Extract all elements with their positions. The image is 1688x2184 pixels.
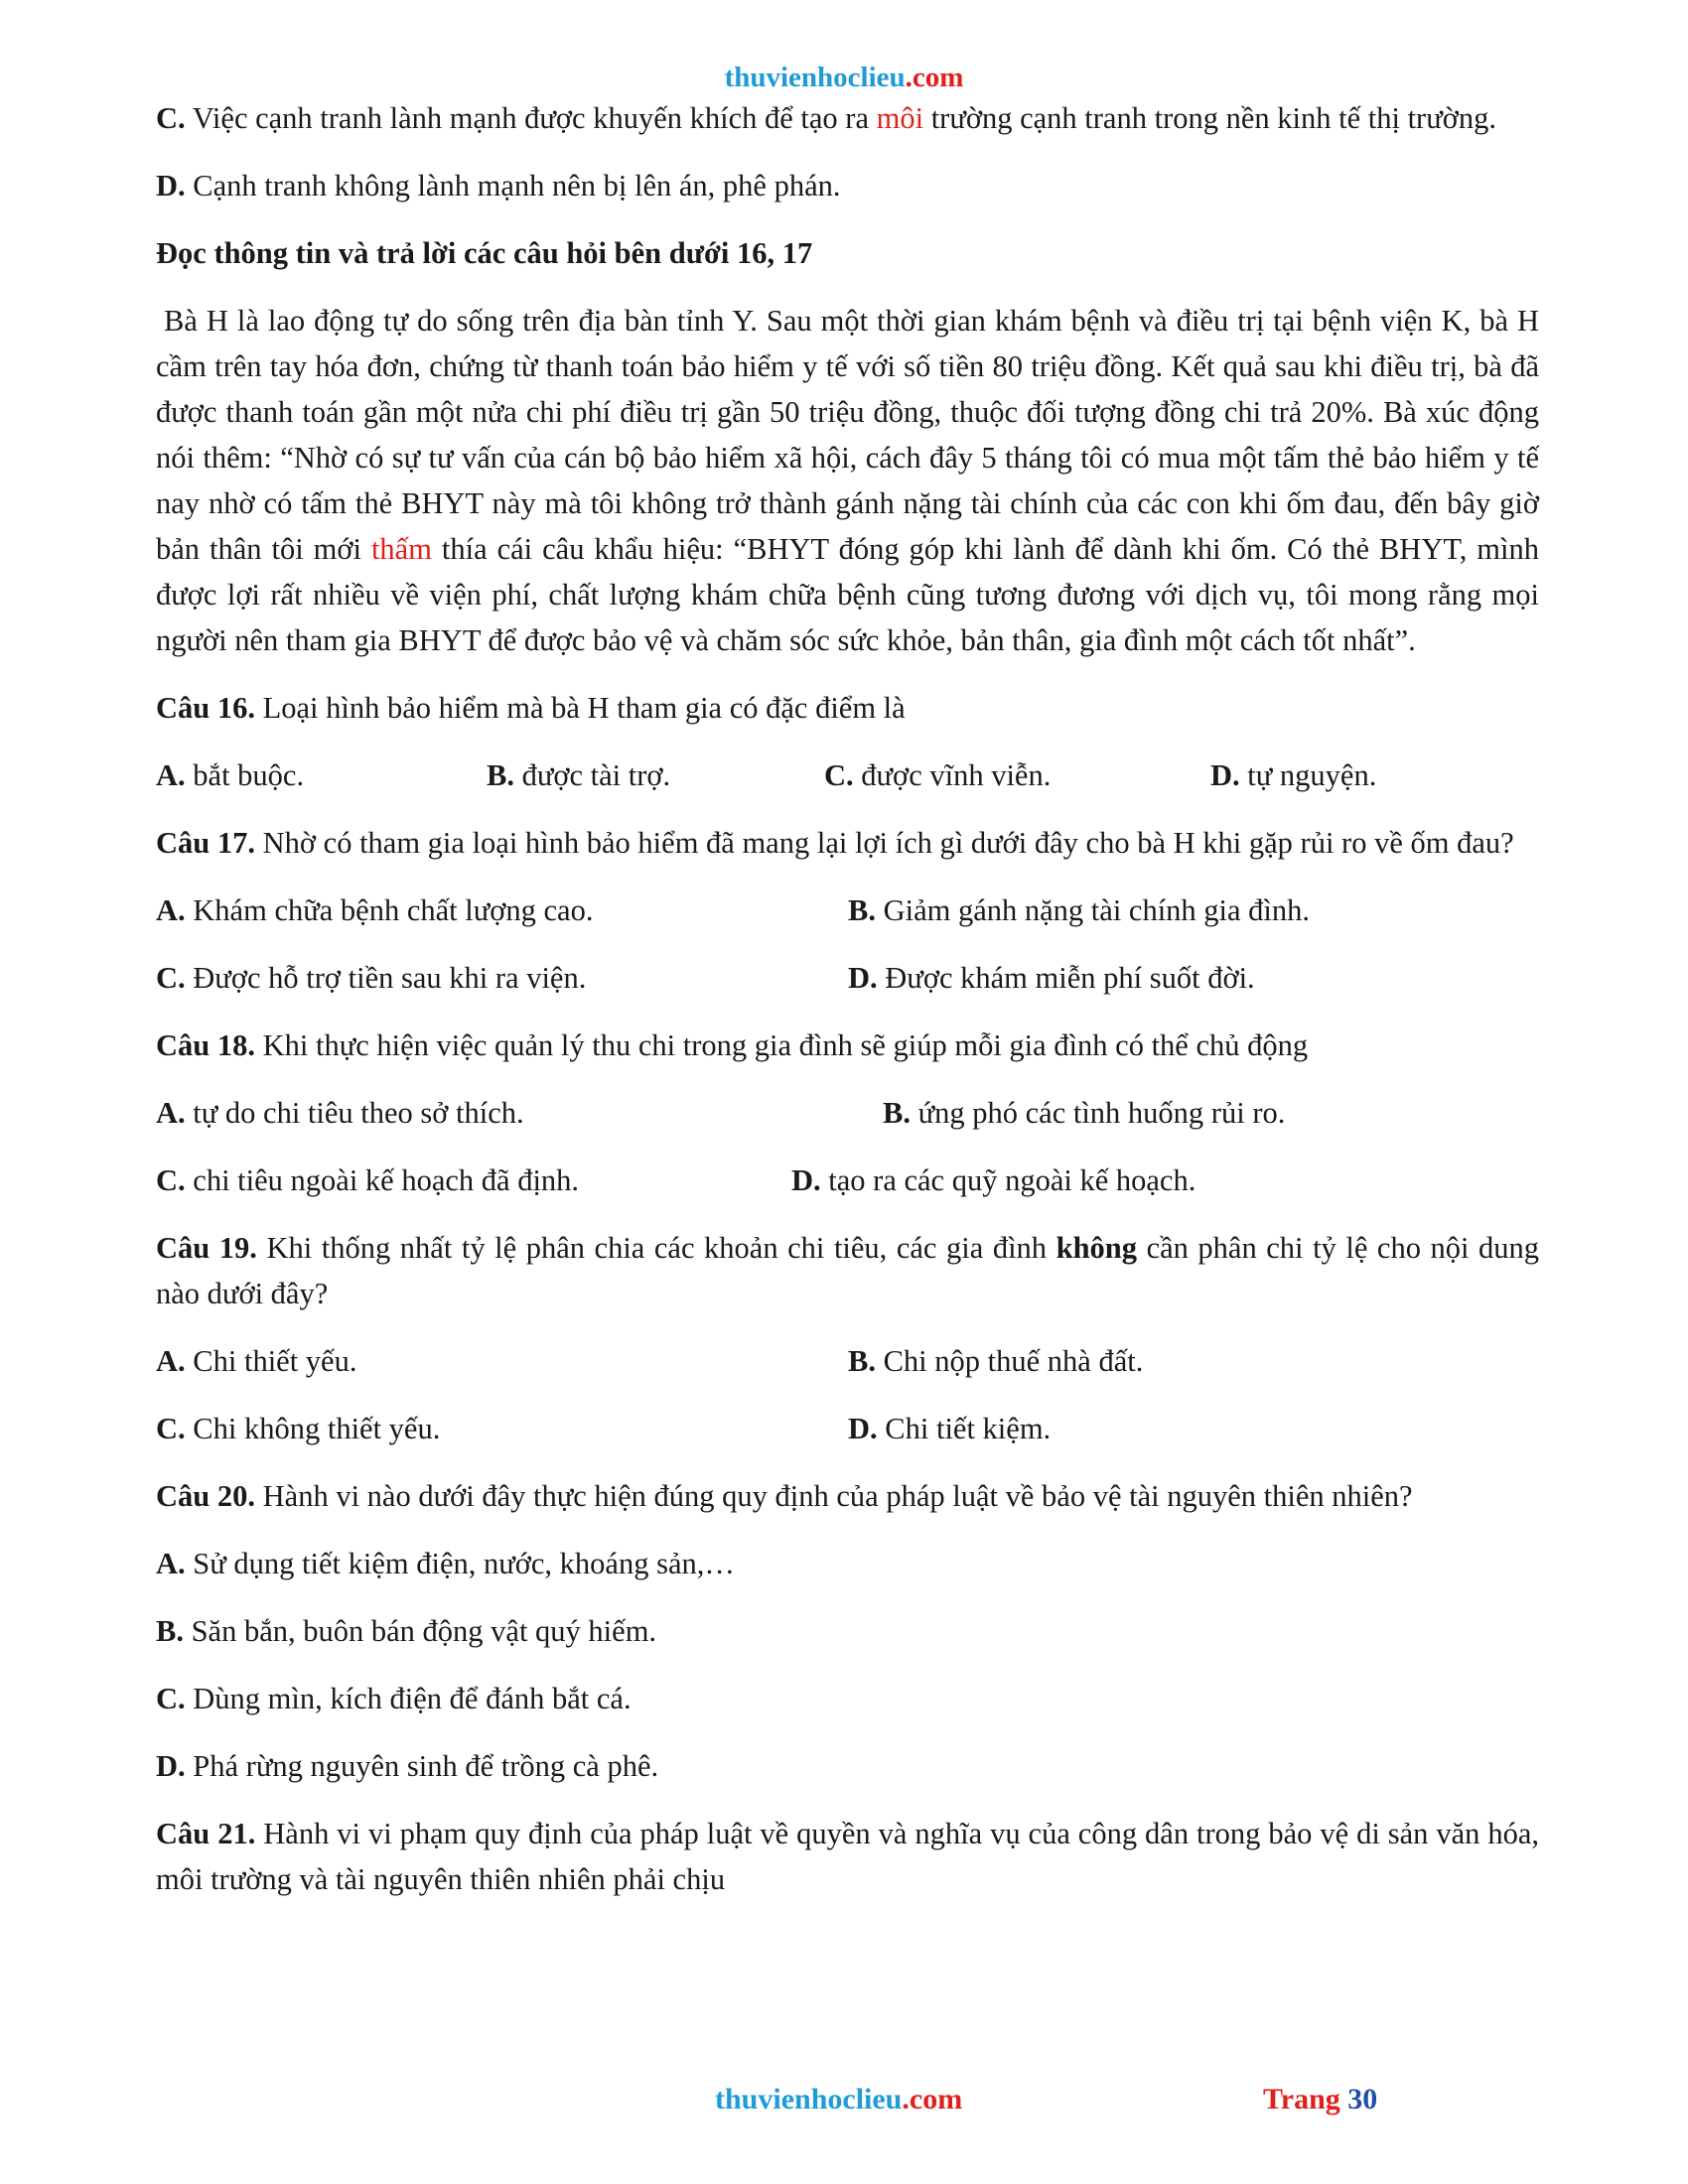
option-label: A. (156, 1344, 186, 1378)
option-text: Phá rừng nguyên sinh để trồng cà phê. (193, 1749, 659, 1783)
option-text: tự do chi tiêu theo sở thích. (193, 1096, 524, 1130)
question-19-options-row-1 (156, 1338, 1539, 1384)
option-label: C. (156, 1163, 186, 1197)
passage-text: thía cái câu khẩu hiệu: “BHYT đóng góp khi lành để dành khi ốm. Có thẻ BHYT, mình được lợi rất nhiều về viện phí, chất lượng khám chữa bệnh cũng tương đương với dịch vụ, tôi mong rằng mọi người nên tham gia BHYT để được bảo vệ và chăm sóc sức khỏe, bản thân, gia đình một cách tốt nhất”. (156, 532, 1540, 657)
option-label: C. (156, 101, 186, 135)
question-text: Hành vi nào dưới đây thực hiện đúng quy định của pháp luật về bảo vệ tài nguyên thiên nhiên? (262, 1479, 1413, 1513)
passage-text: Bà H là lao động tự do sống trên địa bàn tỉnh Y. Sau một thời gian khám bệnh và điều trị tại bệnh viện K, bà H cầm trên tay hóa đơn, chứng từ thanh toán bảo hiểm y tế với số tiền 80 triệu đồng. Kết quả sau khi điều trị, bà đã được thanh toán gần một nửa chi phí điều trị gần 50 triệu đồng, thuộc đối tượng đồng chi trả 20%. Bà xúc động nói thêm: “Nhờ có sự tư vấn của cán bộ bảo hiểm xã hội, cách đây 5 tháng tôi có mua một tấm thẻ bảo hiểm y tế nay nhờ có tấm thẻ BHYT này mà tôi không trở thành gánh nặng tài chính của các con khi ốm đau, đến bây giờ bản thân tôi mới (156, 304, 1539, 566)
header-site-domain: .com (905, 62, 964, 93)
question-17 (156, 820, 1539, 866)
question-21 (156, 1811, 1539, 1902)
question-17-options-row-2 (156, 955, 1539, 1001)
question-19-options-row-2 (156, 1406, 1539, 1451)
option-label: B. (848, 1344, 876, 1378)
question-text: Khi thực hiện việc quản lý thu chi trong gia đình sẽ giúp mỗi gia đình có thể chủ động (262, 1028, 1309, 1062)
option-text: Chi tiết kiệm. (885, 1412, 1052, 1445)
option-label: B. (848, 893, 876, 927)
option-text: Chi không thiết yếu. (193, 1412, 441, 1445)
option-label: A. (156, 893, 186, 927)
option-a[interactable] (156, 887, 593, 933)
option-a[interactable] (156, 1090, 524, 1136)
option-label: D. (848, 1412, 878, 1445)
option-text: Được khám miễn phí suốt đời. (885, 961, 1255, 995)
option-text: Việc cạnh tranh lành mạnh được khuyến khích để tạo ra (192, 101, 869, 135)
footer-site-domain: .com (902, 2083, 963, 2116)
option-d[interactable] (156, 1743, 1539, 1789)
option-d[interactable] (848, 955, 1255, 1001)
option-label: A. (156, 1547, 186, 1580)
option-d[interactable] (791, 1158, 1196, 1203)
footer-site-name: thuvienhoclieu (715, 2083, 903, 2116)
question-text: Nhờ có tham gia loại hình bảo hiểm đã mang lại lợi ích gì dưới đây cho bà H khi gặp rủi ro về ốm đau? (262, 826, 1514, 860)
option-text: Giảm gánh nặng tài chính gia đình. (883, 893, 1311, 927)
reading-passage (156, 298, 1539, 663)
option-c[interactable] (824, 752, 1051, 798)
option-label: D. (791, 1163, 821, 1197)
question-18-options-row-2 (156, 1158, 1539, 1203)
page-number-value: 30 (1347, 2083, 1378, 2116)
question-text: Loại hình bảo hiểm mà bà H tham gia có đặc điểm là (262, 691, 906, 725)
option-text: Săn bắn, buôn bán động vật quý hiếm. (191, 1614, 657, 1648)
option-label: B. (883, 1096, 911, 1130)
option-label: D. (1210, 758, 1240, 792)
option-text: được vĩnh viễn. (861, 758, 1052, 792)
option-label: D. (848, 961, 878, 995)
question-text: Hành vi vi phạm quy định của pháp luật về quyền và nghĩa vụ của công dân trong bảo vệ di sản văn hóa, môi trường và tài nguyên thiên nhiên phải chịu (156, 1817, 1540, 1896)
option-label: C. (824, 758, 854, 792)
question-label: Câu 17. (156, 826, 255, 860)
question-19 (156, 1225, 1539, 1316)
option-d[interactable] (1210, 752, 1376, 798)
question-label: Câu 20. (156, 1479, 255, 1513)
option-text: tạo ra các quỹ ngoài kế hoạch. (828, 1163, 1196, 1197)
question-label: Câu 19. (156, 1231, 257, 1265)
option-c[interactable] (156, 955, 586, 1001)
option-b[interactable] (487, 752, 670, 798)
option-label: B. (156, 1614, 184, 1648)
prev-option-c (156, 95, 1539, 141)
header-site-name: thuvienhoclieu (724, 62, 906, 93)
question-label: Câu 21. (156, 1817, 256, 1850)
option-text: Dùng mìn, kích điện để đánh bắt cá. (193, 1682, 632, 1715)
question-20 (156, 1473, 1539, 1519)
highlighted-word: môi (876, 101, 924, 135)
option-label: B. (487, 758, 514, 792)
option-label: D. (156, 1749, 186, 1783)
option-text: Chi nộp thuế nhà đất. (883, 1344, 1144, 1378)
site-header (0, 62, 1688, 94)
page-content (156, 95, 1539, 1924)
option-d[interactable] (848, 1406, 1051, 1451)
option-text: bắt buộc. (193, 758, 305, 792)
question-label: Câu 16. (156, 691, 255, 725)
option-text: được tài trợ. (521, 758, 671, 792)
question-label: Câu 18. (156, 1028, 255, 1062)
option-b[interactable] (883, 1090, 1285, 1136)
page-number (1263, 2083, 1377, 2116)
question-18 (156, 1023, 1539, 1068)
option-text: tự nguyện. (1247, 758, 1377, 792)
option-text: Chi thiết yếu. (193, 1344, 357, 1378)
option-label: D. (156, 169, 186, 203)
prev-option-d (156, 163, 1539, 208)
option-label: A. (156, 1096, 186, 1130)
option-text: chi tiêu ngoài kế hoạch đã định. (193, 1163, 580, 1197)
option-text: Được hỗ trợ tiền sau khi ra viện. (193, 961, 587, 995)
option-text: Cạnh tranh không lành mạnh nên bị lên án, phê phán. (193, 169, 841, 203)
question-17-options-row-1 (156, 887, 1539, 933)
option-label: A. (156, 758, 186, 792)
option-label: C. (156, 1682, 186, 1715)
question-16 (156, 685, 1539, 731)
option-label: C. (156, 961, 186, 995)
option-text: ứng phó các tình huống rủi ro. (917, 1096, 1286, 1130)
question-text: Khi thống nhất tỷ lệ phân chia các khoản chi tiêu, các gia đình (266, 1231, 1048, 1265)
question-16-options (156, 752, 1539, 798)
option-c[interactable] (156, 1158, 579, 1203)
option-a[interactable] (156, 1541, 1539, 1586)
question-emphasis: không (1055, 1231, 1137, 1265)
option-b[interactable] (848, 1338, 1143, 1384)
option-a[interactable] (156, 1338, 356, 1384)
option-a[interactable] (156, 752, 304, 798)
option-text: trường cạnh tranh trong nền kinh tế thị trường. (930, 101, 1496, 135)
option-b[interactable] (156, 1608, 1539, 1654)
page-footer (0, 2083, 1688, 2122)
page-label: Trang (1263, 2083, 1340, 2116)
footer-site (715, 2083, 962, 2116)
option-c[interactable] (156, 1676, 1539, 1721)
option-b[interactable] (848, 887, 1310, 933)
question-text: cần phân chi tỷ lệ cho nội dung nào dưới đây? (156, 1231, 1540, 1310)
highlighted-word: thấm (370, 532, 432, 566)
reading-instruction: Đọc thông tin và trả lời các câu hỏi bên dưới 16, 17 (156, 236, 813, 270)
question-18-options-row-1 (156, 1090, 1539, 1136)
option-label: C. (156, 1412, 186, 1445)
option-text: Sử dụng tiết kiệm điện, nước, khoáng sản,… (193, 1547, 735, 1580)
option-c[interactable] (156, 1406, 440, 1451)
option-text: Khám chữa bệnh chất lượng cao. (193, 893, 594, 927)
